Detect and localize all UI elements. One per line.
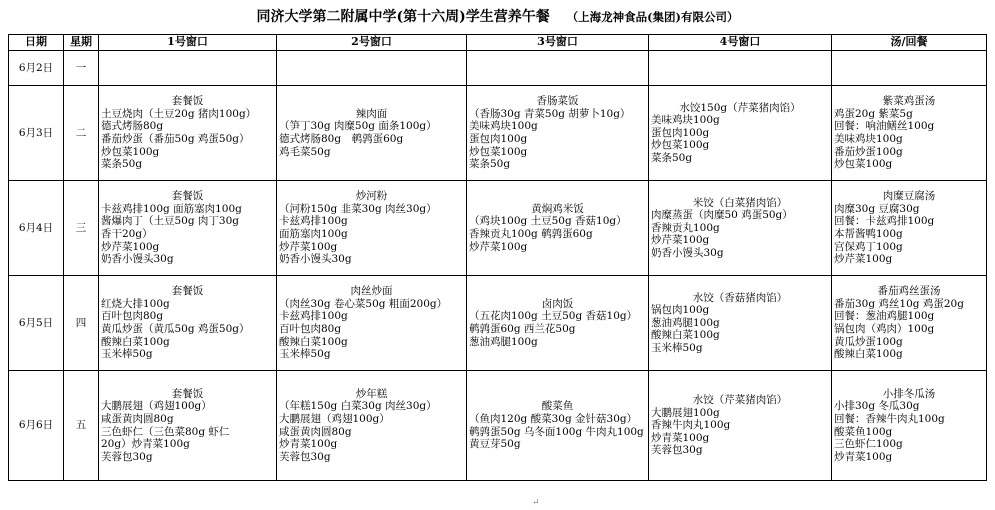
dish-line: 宫保鸡丁100g — [834, 240, 903, 253]
dish-line: 炒芹菜100g — [279, 240, 338, 253]
dish-line: 菜条50g — [651, 151, 693, 164]
window-cell — [99, 181, 277, 276]
dish-title: 辣肉面 — [355, 107, 388, 120]
dish-line: 酸辣白菜100g — [834, 348, 903, 361]
window-cell — [277, 181, 467, 276]
dish-line: 小排30g 冬瓜30g — [834, 400, 920, 413]
dish-title: 炒年糕 — [355, 387, 388, 400]
dish-line: 番茄炒蛋100g — [834, 145, 903, 158]
dish-title: 套餐饭 — [171, 95, 204, 108]
window-cell — [649, 276, 832, 371]
window-cell — [277, 276, 467, 371]
dish-line: （鱼肉120g 酸菜30g 金针菇30g） — [469, 412, 638, 425]
date-cell: 6月6日 — [9, 371, 64, 481]
dish-line: （五花肉100g 土豆50g 香菇10g） — [469, 310, 638, 323]
dish-line: （香肠30g 青菜50g 胡萝卜10g） — [469, 107, 631, 120]
dish-title: 香肠菜饭 — [536, 95, 579, 108]
soup-cell — [832, 371, 987, 481]
dish-line: 回餐：卡兹鸡排100g — [834, 215, 935, 228]
soup-cell — [832, 181, 987, 276]
dish-line: 菜条50g — [101, 158, 143, 171]
dish-title: 炒河粉 — [355, 190, 388, 203]
dish-line: 大鹏展翅（鸡翅100g） — [101, 400, 212, 413]
window-cell — [277, 51, 467, 86]
dish-title: 水饺（香菇猪肉馅） — [692, 291, 788, 304]
menu-table — [8, 34, 987, 481]
dish-line: 卡兹鸡排100g — [279, 310, 348, 323]
dish-line: 番茄30g 鸡丝10g 鸡蛋20g — [834, 297, 964, 310]
dish-line: 香辣牛肉丸100g — [651, 419, 731, 432]
dish-line: 奶香小馒头30g — [101, 253, 174, 266]
dish-line: 炒包菜100g — [469, 145, 528, 158]
page-title — [0, 6, 995, 26]
dish-line: 本帮酱鸭100g — [834, 228, 903, 240]
header-window-3: 3号窗口 — [467, 35, 649, 51]
dish-line: 三色虾仁（三色菜80g 虾仁 — [101, 425, 230, 438]
dish-line: 百叶包肉80g — [279, 323, 342, 335]
dish-line: 酱爆肉丁（土豆50g 肉丁30g — [101, 215, 240, 228]
window-cell — [277, 86, 467, 181]
dish-line: 黄瓜炒蛋（黄瓜50g 鸡蛋50g） — [101, 323, 250, 335]
dish-title: 套餐饭 — [171, 285, 204, 298]
dish-line: 香辣贡丸100g 鹌鹑蛋60g — [469, 228, 593, 240]
dish-line: 香辣贡丸100g — [651, 221, 720, 234]
dish-line: （肉丝30g 卷心菜50g 粗面200g） — [279, 297, 448, 310]
dish-line: 三色虾仁100g — [834, 438, 903, 451]
dish-title: 肉丝炒面 — [350, 285, 393, 298]
dish-line: 炒芹菜100g — [469, 240, 528, 253]
dish-line: 炒包菜100g — [651, 139, 710, 152]
window-cell — [467, 276, 649, 371]
weekday-cell: 三 — [64, 181, 99, 276]
dish-title: 套餐饭 — [171, 387, 204, 400]
window-cell — [99, 276, 277, 371]
dish-line: 奶香小馒头30g — [651, 246, 724, 259]
dish-line: 玉米棒50g — [279, 348, 331, 361]
header-window-2: 2号窗口 — [277, 35, 467, 51]
menu-title: 同济大学第二附属中学(第十六周)学生营养午餐 — [256, 9, 550, 25]
header-weekday: 星期 — [64, 35, 99, 51]
dish-line: 德式烤肠80g — [101, 120, 164, 133]
dish-line: 卡兹鸡排100g — [279, 215, 348, 228]
window-cell — [649, 371, 832, 481]
dish-line: 酸辣白菜100g — [651, 329, 720, 342]
dish-title: 米饺（白菜猪肉馅） — [692, 196, 788, 209]
dish-line: 鸡蛋20g 紫菜5g — [834, 107, 913, 120]
dish-line: 番茄炒蛋（番茄50g 鸡蛋50g） — [101, 133, 250, 145]
date-cell: 6月5日 — [9, 276, 64, 371]
dish-line: 蛋包肉100g — [651, 126, 710, 139]
dish-line: 红烧大排100g — [101, 297, 170, 310]
menu-row — [9, 371, 987, 481]
dish-line: 酸辣白菜100g — [101, 335, 170, 348]
header-date: 日期 — [9, 35, 64, 51]
dish-line: 炒青菜100g — [651, 431, 710, 444]
weekday-cell: 二 — [64, 86, 99, 181]
header-soup: 汤/回餐 — [832, 35, 987, 51]
soup-cell — [832, 51, 987, 86]
window-cell — [467, 181, 649, 276]
dish-line: 香干20g） — [101, 228, 153, 240]
dish-line: 百叶包肉80g — [101, 310, 164, 323]
dish-line: 玉米棒50g — [101, 348, 153, 361]
dish-line: 酸菜鱼 — [541, 400, 574, 413]
weekday-cell: 五 — [64, 371, 99, 481]
dish-line: 酸辣白菜100g — [279, 335, 348, 348]
window-cell — [649, 51, 832, 86]
dish-line: 大鹏展翅100g — [651, 406, 720, 419]
menu-body — [9, 51, 987, 481]
dish-line: （鸡块100g 土豆50g 香菇10g） — [469, 215, 627, 228]
date-cell: 6月3日 — [9, 86, 64, 181]
dish-line: 炒青菜100g — [279, 438, 338, 451]
menu-row — [9, 276, 987, 371]
dish-line: 鸡毛菜50g — [279, 145, 331, 158]
dish-title: 套餐饭 — [171, 190, 204, 203]
menu-row — [9, 181, 987, 276]
weekday-cell: 一 — [64, 51, 99, 86]
dish-title: 水饺150g（芹菜猪肉馅） — [679, 101, 801, 114]
dish-line: 黄豆芽50g — [469, 438, 521, 451]
dish-line: 菜条50g — [469, 158, 511, 171]
dish-line: 回餐：葱油鸡腿100g — [834, 310, 935, 323]
dish-title: 黄焖鸡米饭 — [531, 202, 584, 215]
dish-line: 美味鸡块100g — [469, 120, 538, 133]
company-name: （上海龙神食品(集团)有限公司） — [566, 10, 739, 24]
window-cell — [649, 181, 832, 276]
dish-line: 咸蛋黄肉圆80g — [279, 425, 352, 438]
dish-line: 炒芹菜100g — [101, 240, 160, 253]
dish-line: 葱油鸡腿100g — [651, 316, 720, 329]
dish-line: 肉糜蒸蛋（肉糜50 鸡蛋50g） — [651, 209, 793, 222]
dish-title: 小排冬瓜汤 — [882, 387, 936, 400]
dish-line: 炒青菜100g — [834, 450, 893, 463]
dish-title: 肉糜豆腐汤 — [882, 190, 936, 203]
dish-line: 芙蓉包30g — [279, 450, 331, 463]
dish-line: 鹌鹑蛋60g 西兰花50g — [469, 323, 576, 335]
window-cell — [99, 51, 277, 86]
dish-title: 卤肉饭 — [541, 297, 574, 310]
dish-line: 酸菜鱼100g — [834, 425, 893, 438]
soup-cell — [832, 86, 987, 181]
menu-row — [9, 86, 987, 181]
dish-line: 锅包肉100g — [651, 304, 710, 317]
dish-line: 炒芹菜100g — [834, 253, 893, 266]
window-cell — [99, 371, 277, 481]
window-cell — [467, 51, 649, 86]
window-cell — [649, 86, 832, 181]
dish-line: 炒包菜100g — [834, 158, 893, 171]
dish-line: 回餐：响油鳝丝100g — [834, 120, 935, 133]
dish-line: 锅包肉（鸡肉）100g — [834, 323, 935, 335]
dish-line: 奶香小馒头30g — [279, 253, 352, 266]
dish-line: 美味鸡块100g — [834, 133, 903, 145]
header-row — [9, 35, 987, 51]
date-cell: 6月4日 — [9, 181, 64, 276]
dish-line: 面筋塞肉100g — [279, 228, 348, 240]
dish-line: （年糕150g 白菜30g 肉丝30g） — [279, 400, 437, 413]
window-cell — [277, 371, 467, 481]
dish-title: 紫菜鸡蛋汤 — [882, 95, 936, 108]
dish-line: （河粉150g 韭菜30g 肉丝30g） — [279, 202, 437, 215]
dish-line: 美味鸡块100g — [651, 114, 720, 127]
dish-line: 玉米棒50g — [651, 341, 703, 354]
window-cell — [467, 86, 649, 181]
dish-line: 芙蓉包30g — [101, 450, 153, 463]
header-window-4: 4号窗口 — [649, 35, 832, 51]
dish-line: 回餐：香辣牛肉丸100g — [834, 412, 945, 425]
menu-row — [9, 51, 987, 86]
dish-line: 炒芹菜100g — [651, 234, 710, 247]
dish-line: 卡兹鸡排100g 面筋塞肉100g — [101, 202, 242, 215]
dish-title: 番茄鸡丝蛋汤 — [877, 285, 941, 298]
dish-line: 炒包菜100g — [101, 145, 160, 158]
header-window-1: 1号窗口 — [99, 35, 277, 51]
dish-line: 德式烤肠80g 鹌鹑蛋60g — [279, 133, 404, 145]
dish-line: 20g）炒青菜100g — [101, 438, 190, 451]
dish-line: 黄瓜炒蛋100g — [834, 335, 903, 348]
dish-line: （笋丁30g 肉糜50g 面条100g） — [279, 120, 437, 133]
dish-line: 芙蓉包30g — [651, 444, 703, 457]
weekday-cell: 四 — [64, 276, 99, 371]
paragraph-mark: ↵ — [532, 498, 540, 508]
dish-line: 鹌鹑蛋50g 乌冬面100g 牛肉丸100g — [469, 425, 644, 438]
dish-line: 土豆烧肉（土豆20g 猪肉100g） — [101, 107, 257, 120]
dish-line: 咸蛋黄肉圆80g — [101, 412, 174, 425]
date-cell: 6月2日 — [9, 51, 64, 86]
window-cell — [467, 371, 649, 481]
soup-cell — [832, 276, 987, 371]
dish-line: 大鹏展翅（鸡翅100g） — [279, 412, 390, 425]
dish-title: 水饺（芹菜猪肉馅） — [692, 394, 788, 407]
window-cell — [99, 86, 277, 181]
dish-line: 葱油鸡腿100g — [469, 335, 538, 348]
dish-line: 蛋包肉100g — [469, 133, 528, 145]
dish-line: 肉糜30g 豆腐30g — [834, 202, 920, 215]
